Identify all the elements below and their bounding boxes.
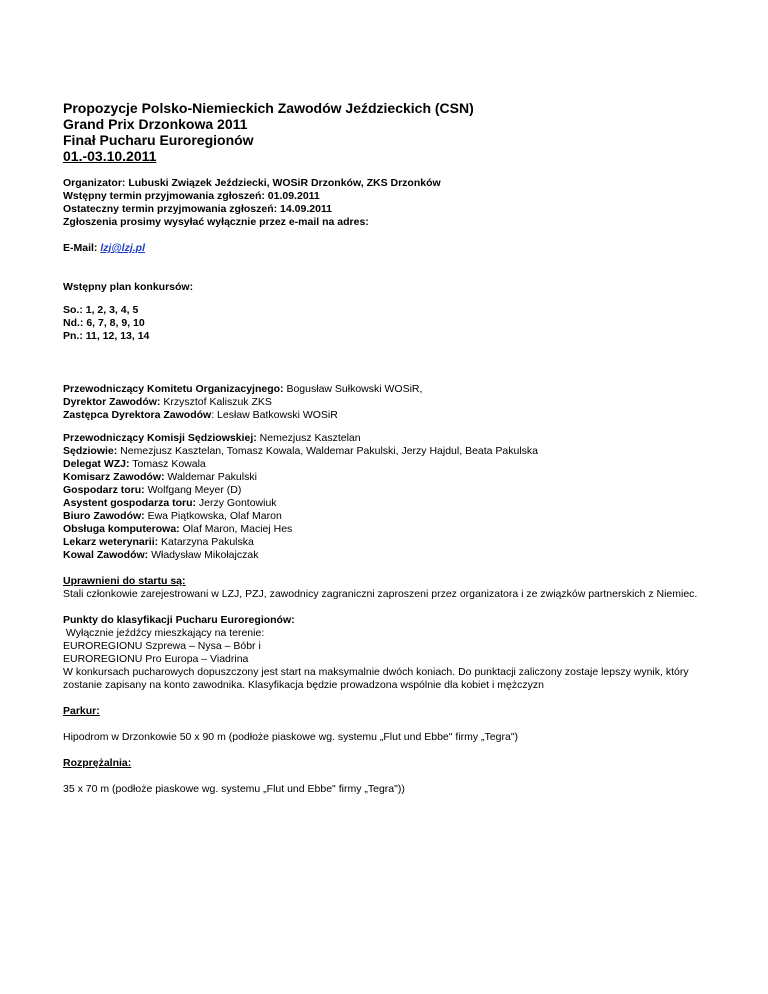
title-line-2: Grand Prix Drzonkowa 2011 [63, 116, 248, 132]
official-row [63, 484, 723, 497]
parkur-heading: Parkur: [63, 705, 100, 717]
committee-value: Krzysztof Kaliszuk ZKS [160, 396, 272, 408]
official-row [63, 549, 723, 562]
official-value: Katarzyna Pakulska [158, 536, 254, 548]
official-value: Nemezjusz Kasztelan, Tomasz Kowala, Waldemar Pakulski, Jerzy Hajdul, Beata Pakulska [117, 445, 539, 457]
official-value: Tomasz Kowala [129, 458, 206, 470]
committee-label: Dyrektor Zawodów: [63, 396, 161, 408]
official-label: Kowal Zawodów: [63, 549, 149, 561]
official-row [63, 458, 723, 471]
points-line: EUROREGIONU Pro Europa – Viadrina [63, 653, 249, 665]
warmup-heading: Rozprężalnia: [63, 757, 132, 769]
official-row [63, 471, 723, 484]
official-label: Gospodarz toru: [63, 484, 145, 496]
email-note: Zgłoszenia prosimy wysyłać wyłącznie przez e-mail na adres: [63, 216, 369, 228]
title-line-1: Propozycje Polsko-Niemieckich Zawodów Jeździeckich (CSN) [63, 100, 474, 116]
email-label: E-Mail: [63, 242, 98, 254]
email-row [63, 242, 723, 255]
committee-row [63, 383, 723, 396]
committee-value: : Lesław Batkowski WOSiR [211, 409, 338, 421]
parkur-text: Hipodrom w Drzonkowie 50 x 90 m (podłoże piaskowe wg. systemu „Flut und Ebbe" firmy „Tegra") [63, 731, 519, 743]
official-row [63, 432, 723, 445]
official-value: Jerzy Gontowiuk [196, 497, 277, 509]
official-value: Władysław Mikołajczak [148, 549, 259, 561]
plan-heading: Wstępny plan konkursów: [63, 281, 194, 293]
plan-day-saturday: So.: 1, 2, 3, 4, 5 [63, 304, 139, 316]
points-heading: Punkty do klasyfikacji Pucharu Euroregionów: [63, 614, 295, 626]
official-label: Obsługa komputerowa: [63, 523, 180, 535]
organizer-line: Organizator: Lubuski Związek Jeździecki, WOSiR Drzonków, ZKS Drzonków [63, 177, 441, 189]
committee-label: Zastępca Dyrektora Zawodów [63, 409, 212, 421]
official-label: Sędziowie: [63, 445, 118, 457]
prelim-deadline: Wstępny termin przyjmowania zgłoszeń: 01.09.2011 [63, 190, 320, 202]
plan-day-monday: Pn.: 11, 12, 13, 14 [63, 330, 150, 342]
official-label: Biuro Zawodów: [63, 510, 145, 522]
official-value: Waldemar Pakulski [164, 471, 257, 483]
warmup-text: 35 x 70 m (podłoże piaskowe wg. systemu „Flut und Ebbe" firmy „Tegra")) [63, 783, 405, 795]
eligible-heading: Uprawnieni do startu są: [63, 575, 186, 587]
official-label: Komisarz Zawodów: [63, 471, 165, 483]
official-value: Nemezjusz Kasztelan [256, 432, 361, 444]
points-line: Wyłącznie jeźdźcy mieszkający na terenie: [63, 627, 265, 639]
official-label: Asystent gospodarza toru: [63, 497, 197, 509]
title-line-3: Finał Pucharu Euroregionów [63, 132, 254, 148]
official-label: Przewodniczący Komisji Sędziowskiej: [63, 432, 257, 444]
committee-value: Bogusław Sułkowski WOSiR, [283, 383, 423, 395]
official-value: Wolfgang Meyer (D) [144, 484, 242, 496]
eligible-text: Stali członkowie zarejestrowani w LZJ, PZJ, zawodnicy zagraniczni zaproszeni przez organizatora i ze związków partnerskich z Niemiec. [63, 588, 698, 600]
official-label: Delegat WZJ: [63, 458, 130, 470]
title-dates: 01.-03.10.2011 [63, 148, 157, 164]
plan-day-sunday: Nd.: 6, 7, 8, 9, 10 [63, 317, 145, 329]
official-row [63, 536, 723, 549]
committee-label: Przewodniczący Komitetu Organizacyjnego: [63, 383, 284, 395]
official-row [63, 523, 723, 536]
points-line: EUROREGIONU Szprewa – Nysa – Bóbr i [63, 640, 261, 652]
official-value: Ewa Piątkowska, Olaf Maron [144, 510, 282, 522]
committee-row [63, 409, 723, 422]
official-label: Lekarz weterynarii: [63, 536, 159, 548]
points-line: zostanie zapisany na konto zawodnika. Klasyfikacja będzie prowadzona wspólnie dla kobiet i mężczyzn [63, 679, 544, 691]
document-page [63, 100, 723, 796]
email-link[interactable]: lzj@lzj.pl [100, 242, 145, 254]
committee-row [63, 396, 723, 409]
official-value: Olaf Maron, Maciej Hes [179, 523, 293, 535]
final-deadline: Ostateczny termin przyjmowania zgłoszeń: 14.09.2011 [63, 203, 333, 215]
official-row [63, 510, 723, 523]
points-line: W konkursach pucharowych dopuszczony jest start na maksymalnie dwóch koniach. Do punktacji zaliczony zostaje lepszy wynik, który [63, 666, 689, 678]
official-row [63, 497, 723, 510]
official-row [63, 445, 723, 458]
